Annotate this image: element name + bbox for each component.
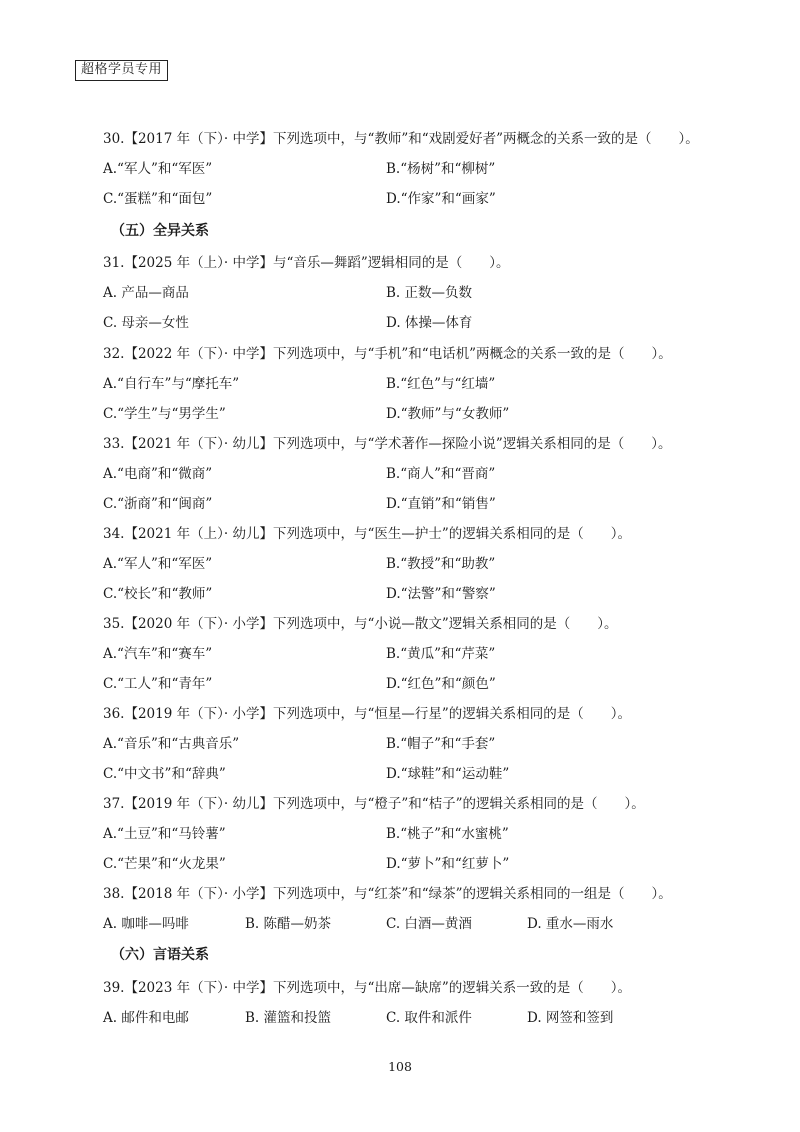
question-32-option-d: D.“教师”与“女教师” bbox=[386, 406, 510, 422]
question-31-option-a: A. 产品—商品 bbox=[103, 285, 189, 301]
question-30-option-a: A.“军人”和“军医” bbox=[103, 161, 213, 177]
question-31-option-b: B. 正数—负数 bbox=[386, 285, 473, 301]
question-31-option-c: C. 母亲—女性 bbox=[103, 315, 189, 331]
section-heading-disjoint: （五）全异关系 bbox=[111, 223, 209, 239]
question-37-stem: 37.【2019 年（下）· 幼儿】下列选项中，与“橙子”和“桔子”的逻辑关系相同的是（ ）。 bbox=[103, 796, 645, 812]
question-36-option-d: D.“球鞋”和“运动鞋” bbox=[386, 766, 510, 782]
question-39-stem: 39.【2023 年（下）· 中学】下列选项中，与“出席—缺席”的逻辑关系一致的是（ ）。 bbox=[103, 980, 632, 996]
question-37-option-a: A.“土豆”和“马铃薯” bbox=[103, 826, 226, 842]
question-33-stem: 33.【2021 年（下）· 幼儿】下列选项中，与“学术著作—探险小说”逻辑关系相同的是（ ）。 bbox=[103, 436, 672, 452]
question-37-option-b: B.“桃子”和“水蜜桃” bbox=[386, 826, 509, 842]
question-34-stem: 34.【2021 年（上）· 幼儿】下列选项中，与“医生—护士”的逻辑关系相同的是（ ）。 bbox=[103, 526, 632, 542]
question-33-option-c: C.“浙商”和“闽商” bbox=[103, 496, 213, 512]
question-30-stem: 30.【2017 年（下）· 中学】下列选项中，与“教师”和“戏剧爱好者”两概念的关系一致的是（ ）。 bbox=[103, 131, 699, 147]
question-38-option-a: A. 咖啡—吗啡 bbox=[103, 916, 189, 932]
question-36-option-c: C.“中文书”和“辞典” bbox=[103, 766, 226, 782]
question-39-option-b: B. 灌篮和投篮 bbox=[245, 1010, 332, 1026]
question-34-option-d: D.“法警”和“警察” bbox=[386, 586, 496, 602]
question-39-option-a: A. 邮件和电邮 bbox=[103, 1010, 189, 1026]
question-33-option-b: B.“商人”和“晋商” bbox=[386, 466, 496, 482]
question-35-option-a: A.“汽车”和“赛车” bbox=[103, 646, 213, 662]
question-38-option-d: D. 重水—雨水 bbox=[527, 916, 614, 932]
question-35-option-d: D.“红色”和“颜色” bbox=[386, 676, 496, 692]
question-34-option-a: A.“军人”和“军医” bbox=[103, 556, 213, 572]
question-30-option-d: D.“作家”和“画家” bbox=[386, 191, 496, 207]
question-32-stem: 32.【2022 年（下）· 中学】下列选项中，与“手机”和“电话机”两概念的关系一致的是（ ）。 bbox=[103, 346, 672, 362]
question-35-option-b: B.“黄瓜”和“芹菜” bbox=[386, 646, 496, 662]
question-34-option-b: B.“教授”和“助教” bbox=[386, 556, 496, 572]
question-36-option-a: A.“音乐”和“古典音乐” bbox=[103, 736, 240, 752]
section-heading-verbal: （六）言语关系 bbox=[111, 947, 209, 963]
question-38-option-c: C. 白酒—黄酒 bbox=[386, 916, 472, 932]
question-34-option-c: C.“校长”和“教师” bbox=[103, 586, 213, 602]
question-39-option-d: D. 网签和签到 bbox=[527, 1010, 614, 1026]
question-38-stem: 38.【2018 年（下）· 小学】下列选项中，与“红茶”和“绿茶”的逻辑关系相同的一组是（ ）。 bbox=[103, 886, 672, 902]
question-36-stem: 36.【2019 年（下）· 小学】下列选项中，与“恒星—行星”的逻辑关系相同的是（ ）。 bbox=[103, 706, 632, 722]
question-35-stem: 35.【2020 年（下）· 小学】下列选项中，与“小说—散文”逻辑关系相同的是（ ）。 bbox=[103, 616, 618, 632]
page-number: 108 bbox=[388, 1059, 412, 1074]
question-33-option-a: A.“电商”和“微商” bbox=[103, 466, 213, 482]
question-37-option-c: C.“芒果”和“火龙果” bbox=[103, 856, 226, 872]
question-30-option-c: C.“蛋糕”和“面包” bbox=[103, 191, 213, 207]
question-39-option-c: C. 取件和派件 bbox=[386, 1010, 472, 1026]
question-38-option-b: B. 陈醋—奶茶 bbox=[245, 916, 332, 932]
question-31-option-d: D. 体操—体育 bbox=[386, 315, 473, 331]
question-36-option-b: B.“帽子”和“手套” bbox=[386, 736, 496, 752]
question-35-option-c: C.“工人”和“青年” bbox=[103, 676, 213, 692]
question-30-option-b: B.“杨树”和“柳树” bbox=[386, 161, 496, 177]
question-33-option-d: D.“直销”和“销售” bbox=[386, 496, 496, 512]
question-32-option-b: B.“红色”与“红墙” bbox=[386, 376, 496, 392]
question-32-option-a: A.“自行车”与“摩托车” bbox=[103, 376, 240, 392]
question-37-option-d: D.“萝卜”和“红萝卜” bbox=[386, 856, 510, 872]
question-32-option-c: C.“学生”与“男学生” bbox=[103, 406, 226, 422]
question-31-stem: 31.【2025 年（上）· 中学】与“音乐—舞蹈”逻辑相同的是（ ）。 bbox=[103, 255, 510, 271]
exclusive-use-badge: 超格学员专用 bbox=[75, 60, 168, 81]
